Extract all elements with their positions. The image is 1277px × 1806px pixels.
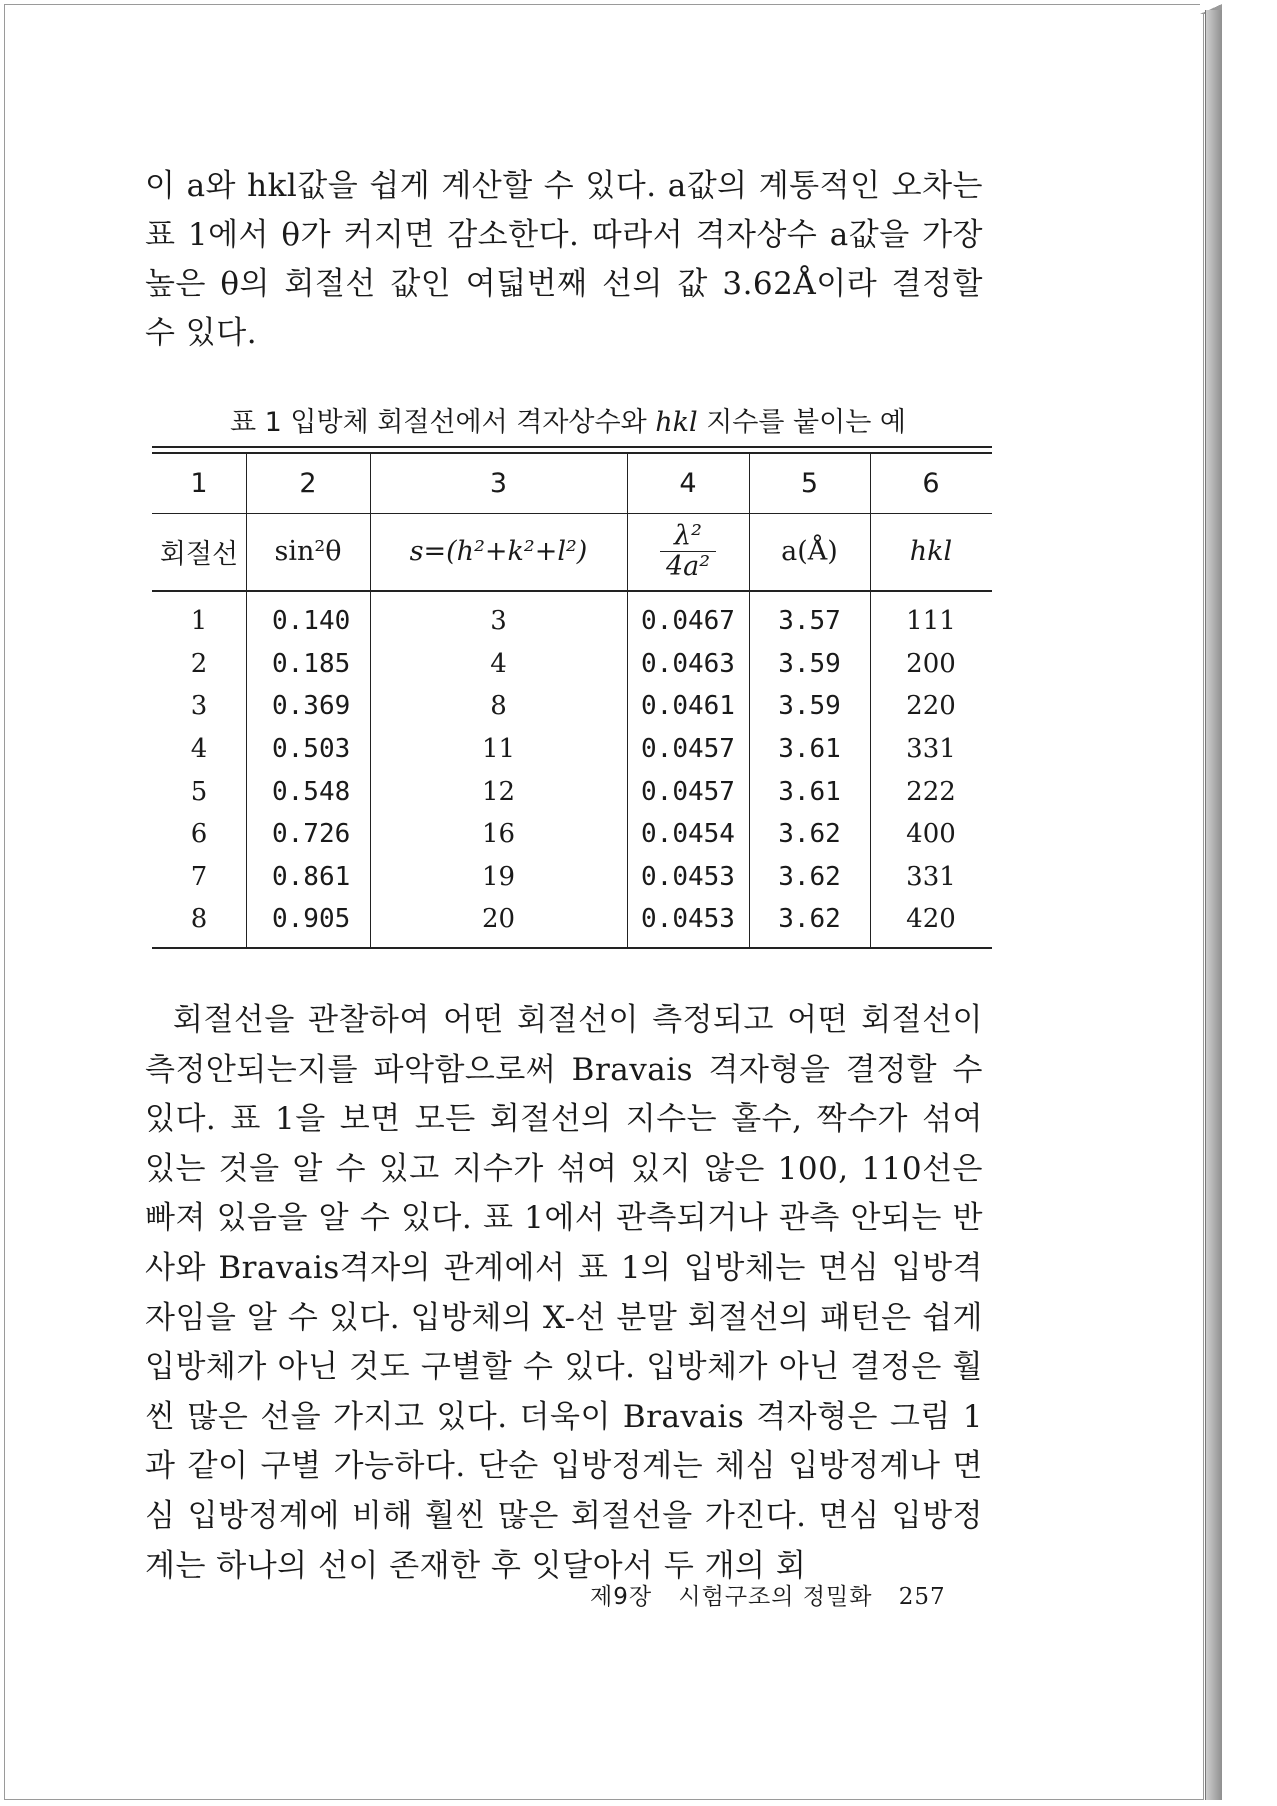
- page-edge-shadow: [1205, 10, 1222, 1800]
- table-cell-sin2theta: 0.140: [272, 606, 351, 637]
- table-cell-line: 5: [190, 776, 208, 807]
- table-cell-ratio: 0.0461: [641, 691, 735, 722]
- table-cell-hkl: 200: [906, 648, 956, 679]
- table-spacer: [152, 590, 992, 600]
- table-cell-a: 3.59: [778, 648, 841, 679]
- table-cell-ratio: 0.0463: [641, 648, 735, 679]
- table-rule-bottom: [152, 947, 992, 949]
- footer-title: 시험구조의 정밀화: [678, 1584, 873, 1610]
- table-cell-line: 6: [190, 819, 208, 850]
- diffraction-table: [152, 454, 992, 941]
- column-number-row: [152, 454, 992, 513]
- ratio-denominator: 4a²: [665, 551, 711, 582]
- table-row: [152, 643, 992, 686]
- table-cell-hkl: 420: [906, 904, 956, 935]
- table-cell-a: 3.61: [778, 776, 841, 807]
- table-cell-hkl: 400: [906, 819, 956, 850]
- header-line: 회절선: [159, 539, 239, 570]
- table-cell-s: 19: [481, 861, 516, 892]
- table-caption: [230, 400, 930, 439]
- table-cell-hkl: 222: [906, 776, 956, 807]
- column-number: 6: [922, 468, 940, 499]
- table-cell-sin2theta: 0.185: [272, 648, 351, 679]
- table-cell-ratio: 0.0457: [641, 734, 735, 765]
- table-cell-ratio: 0.0467: [641, 606, 735, 637]
- table-cell-s: 11: [481, 734, 516, 765]
- table-cell-s: 12: [481, 776, 516, 807]
- ratio-fraction: [660, 521, 716, 581]
- table-row: [152, 856, 992, 899]
- table-caption-suffix: 지수를 붙이는 예: [697, 407, 906, 438]
- ratio-numerator: λ²: [660, 521, 716, 552]
- table-cell-line: 1: [190, 606, 208, 637]
- table-cell-a: 3.62: [778, 904, 841, 935]
- footer-chapter: 제9장: [590, 1584, 653, 1610]
- table-cell-hkl: 220: [906, 691, 956, 722]
- table-row: [152, 600, 992, 643]
- header-ratio: [627, 513, 749, 590]
- table-cell-sin2theta: 0.548: [272, 776, 351, 807]
- table-cell-hkl: 111: [906, 606, 956, 637]
- table-row: [152, 813, 992, 856]
- table-row: [152, 770, 992, 813]
- table-cell-sin2theta: 0.905: [272, 904, 351, 935]
- paragraph-top: 이 a와 hkl값을 쉽게 계산할 수 있다. a값의 계통적인 오차는 표 1에서 θ가 커지면 감소한다. 따라서 격자상수 a값을 가장 높은 θ의 회절선 값인 여덟번째 선의 값 3.62Å이라 결정할 수 있다.: [145, 168, 983, 351]
- table-row: [152, 685, 992, 728]
- table-cell-s: 8: [490, 691, 507, 722]
- column-number: 4: [679, 468, 697, 499]
- table-cell-hkl: 331: [906, 734, 956, 765]
- table-cell-ratio: 0.0453: [641, 861, 735, 892]
- table-cell-sin2theta: 0.861: [272, 861, 351, 892]
- table-cell-line: 8: [190, 904, 208, 935]
- header-sin2theta: sin²θ: [274, 536, 342, 567]
- table-cell-ratio: 0.0457: [641, 776, 735, 807]
- table-cell-s: 16: [481, 819, 516, 850]
- table-cell-line: 2: [190, 648, 208, 679]
- table-cell-sin2theta: 0.726: [272, 819, 351, 850]
- table-cell-a: 3.61: [778, 734, 841, 765]
- table-cell-line: 4: [190, 734, 208, 765]
- table-cell-a: 3.59: [778, 691, 841, 722]
- table-caption-math: hkl: [655, 407, 698, 438]
- table-cell-sin2theta: 0.503: [272, 734, 351, 765]
- column-number: 1: [190, 468, 208, 499]
- table-row: [152, 728, 992, 771]
- table-cell-ratio: 0.0454: [641, 819, 735, 850]
- table-cell-hkl: 331: [906, 861, 956, 892]
- header-hkl: hkl: [909, 536, 953, 567]
- table-cell-ratio: 0.0453: [641, 904, 735, 935]
- table-cell-s: 20: [481, 904, 516, 935]
- table-cell-sin2theta: 0.369: [272, 691, 351, 722]
- table-cell-a: 3.57: [778, 606, 841, 637]
- table-cell-line: 7: [190, 861, 208, 892]
- header-s: s=(h²+k²+l²): [409, 536, 588, 567]
- paragraph-bottom-text: 회절선을 관찰하여 어떤 회절선이 측정되고 어떤 회절선이 측정안되는지를 파악함으로써 Bravais 격자형을 결정할 수 있다. 표 1을 보면 모든 회절선의 지수는 홀수, 짝수가 섞여 있는 것을 알 수 있고 지수가 섞여 있지 않은 100, 110선은 빠져 있음을 알 수 있다. 표 1에서 관측되거나 관측 안되는 반사와 Bravais격자의 관계에서 표 1의 입방체는 면심 입방격자임을 알 수 있다. 입방체의 X-선 분말 회절선의 패턴은 쉽게 입방체가 아닌 것도 구별할 수 있다. 입방체가 아닌 결정은 훨씬 많은 선을 가지고 있다. 더욱이 Bravais 격자형은 그림 1과 같이 구별 가능하다. 단순 입방정계는 체심 입방정계나 면심 입방정계에 비해 훨씬 많은 회절선을 가진다. 면심 입방정계는 하나의 선이 존재한 후 잇달아서 두 개의 회: [145, 1002, 983, 1584]
- column-number: 2: [299, 468, 317, 499]
- table-caption-prefix: 표 1 입방체 회절선에서 격자상수와: [230, 407, 656, 438]
- table-cell-line: 3: [190, 691, 208, 722]
- table-cell-s: 3: [490, 606, 507, 637]
- table-cell-a: 3.62: [778, 819, 841, 850]
- column-number: 3: [489, 468, 508, 499]
- column-header-row: [152, 513, 992, 590]
- paragraph-bottom: [145, 996, 983, 1591]
- table-cell-a: 3.62: [778, 861, 841, 892]
- column-number: 5: [800, 468, 819, 499]
- header-a: a(Å): [781, 536, 838, 567]
- table-cell-s: 4: [490, 648, 507, 679]
- table-row: [152, 898, 992, 941]
- page-footer: [590, 1578, 946, 1611]
- footer-page-number: 257: [898, 1584, 946, 1610]
- table-rule-top-1: [152, 446, 992, 448]
